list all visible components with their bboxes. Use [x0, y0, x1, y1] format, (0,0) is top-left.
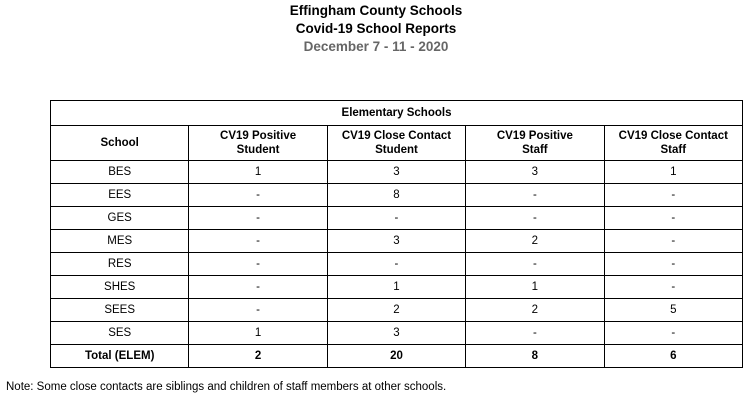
table-row	[51, 322, 743, 345]
table-cell: -	[189, 253, 327, 276]
table-header-row	[51, 126, 743, 161]
elementary-schools-table	[50, 100, 743, 368]
total-cell: 6	[604, 345, 742, 368]
total-label-cell: Total (ELEM)	[51, 345, 189, 368]
table-cell: -	[604, 207, 742, 230]
school-name-cell: EES	[51, 184, 189, 207]
school-name-cell: MES	[51, 230, 189, 253]
table-cell: 5	[604, 299, 742, 322]
table-cell: -	[189, 299, 327, 322]
table-row	[51, 230, 743, 253]
report-title: Effingham County Schools	[289, 3, 463, 18]
table-cell: 3	[327, 322, 465, 345]
school-name-cell: BES	[51, 161, 189, 184]
total-cell: 8	[466, 345, 604, 368]
table-row	[51, 161, 743, 184]
table-section-title: Elementary Schools	[51, 101, 743, 126]
report-date-range: December 7 - 11 - 2020	[303, 39, 449, 54]
footnote: Note: Some close contacts are siblings and children of staff members at other schools.	[6, 381, 447, 393]
table-cell: -	[604, 184, 742, 207]
table-cell: 3	[327, 161, 465, 184]
table-cell: 2	[327, 299, 465, 322]
column-header-line: Staff	[660, 144, 687, 156]
table-cell: -	[604, 253, 742, 276]
table-cell: -	[189, 276, 327, 299]
column-header-line: CV19 Close Contact	[618, 130, 728, 142]
table-cell: 1	[466, 276, 604, 299]
table-cell: -	[604, 322, 742, 345]
school-name-cell: SEES	[51, 299, 189, 322]
table-cell: -	[466, 207, 604, 230]
total-cell: 20	[327, 345, 465, 368]
table-cell: 2	[466, 230, 604, 253]
column-header-line: School	[100, 137, 139, 149]
column-header-close-contact-staff	[604, 126, 742, 161]
column-header-close-contact-student	[327, 126, 465, 161]
table-cell: -	[189, 230, 327, 253]
school-name-cell: SES	[51, 322, 189, 345]
table-row	[51, 253, 743, 276]
column-header-positive-student	[189, 126, 327, 161]
table-row	[51, 299, 743, 322]
column-header-line: CV19 Close Contact	[341, 130, 452, 142]
table-cell: -	[604, 230, 742, 253]
table-cell: 1	[327, 276, 465, 299]
column-header-line: Staff	[522, 144, 548, 156]
table-cell: -	[466, 184, 604, 207]
table-cell: 3	[466, 161, 604, 184]
column-header-line: Student	[236, 144, 280, 156]
report-header	[0, 2, 752, 56]
table-row	[51, 207, 743, 230]
table-cell: 1	[189, 322, 327, 345]
table-cell: 1	[189, 161, 327, 184]
table-cell: 1	[604, 161, 742, 184]
school-name-cell: SHES	[51, 276, 189, 299]
table-cell: -	[466, 253, 604, 276]
total-row	[51, 345, 743, 368]
school-name-cell: GES	[51, 207, 189, 230]
school-name-cell: RES	[51, 253, 189, 276]
table-cell: -	[327, 207, 465, 230]
report-subtitle: Covid-19 School Reports	[295, 21, 457, 36]
column-header-positive-staff	[466, 126, 604, 161]
column-header-line: CV19 Positive	[496, 130, 573, 142]
table-cell: 2	[466, 299, 604, 322]
table-cell: -	[189, 184, 327, 207]
column-header-school	[51, 126, 189, 161]
table-cell: -	[189, 207, 327, 230]
table-cell: 8	[327, 184, 465, 207]
table-cell: -	[327, 253, 465, 276]
table-cell: -	[466, 322, 604, 345]
table-cell: 3	[327, 230, 465, 253]
table-cell: -	[604, 276, 742, 299]
column-header-line: Student	[375, 144, 418, 156]
table-row	[51, 276, 743, 299]
column-header-line: CV19 Positive	[220, 130, 297, 142]
table-row	[51, 184, 743, 207]
total-cell: 2	[189, 345, 327, 368]
